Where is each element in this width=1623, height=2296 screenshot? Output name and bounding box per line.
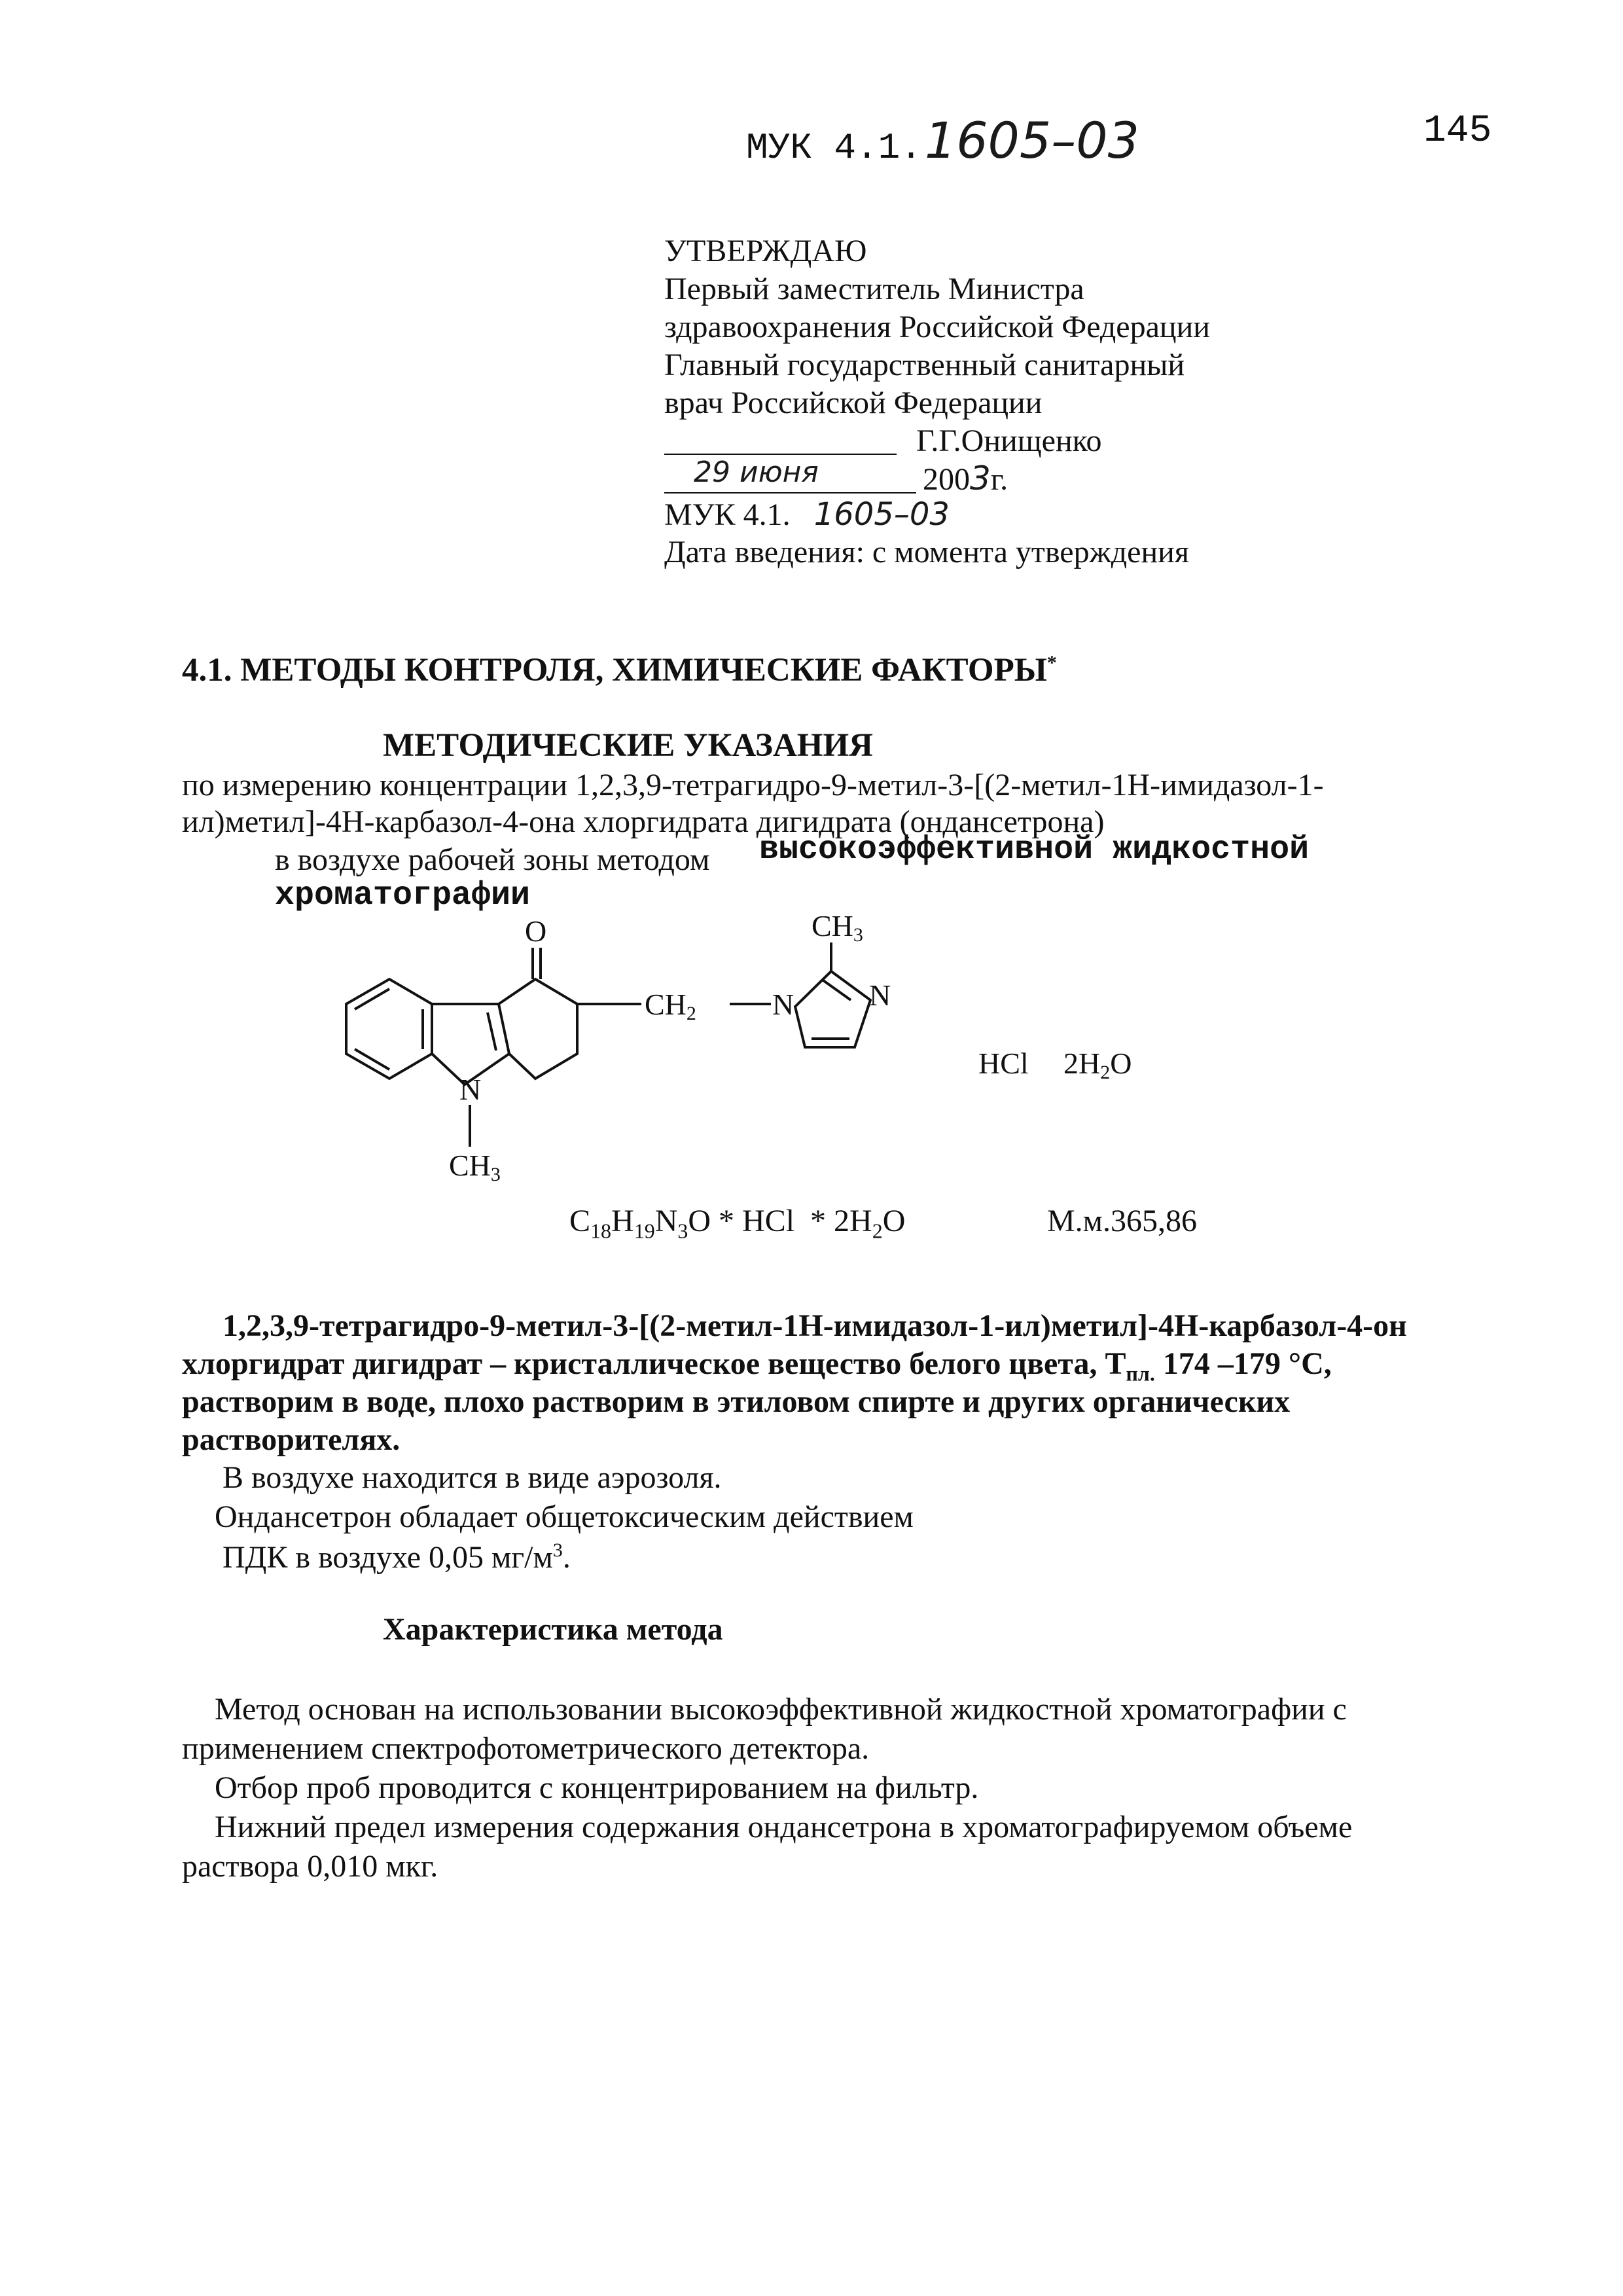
formula-o: O	[688, 1204, 711, 1238]
page-number: 145	[1423, 110, 1492, 152]
signature-line	[664, 454, 897, 455]
method-heading: Характеристика метода	[383, 1612, 723, 1647]
method-p2: Отбор проб проводится с концентрированием на фильтр.	[215, 1770, 979, 1805]
description-line-4: растворителях.	[182, 1422, 401, 1457]
method-p1-line-1: Метод основан на использовании высокоэффективной жидкостной хроматографии с	[215, 1692, 1347, 1727]
section-heading	[182, 651, 1057, 689]
ch2-label: CH2	[645, 988, 696, 1024]
benzene-ring	[346, 979, 432, 1079]
approval-line-1: Первый заместитель Министра	[664, 272, 1084, 306]
approval-muk	[664, 496, 950, 533]
formula-h: H	[611, 1204, 634, 1238]
carbazole-n-label: N	[459, 1073, 482, 1106]
method-p3-line-1: Нижний предел измерения содержания ондансетрона в хроматографируемом объеме	[215, 1810, 1353, 1844]
guidelines-line-3: в воздухе рабочей зоны методом	[275, 842, 710, 877]
formula-h-sub: 19	[633, 1219, 655, 1243]
approval-year-suffix: г.	[990, 462, 1008, 497]
method-p1-line-2: применением спектрофотометрического детектора.	[182, 1731, 870, 1766]
ch3-bottom-label: CH3	[449, 1149, 501, 1185]
description-line-2	[182, 1346, 1332, 1386]
description-line-1: 1,2,3,9-тетрагидро-9-метил-3-[(2-метил-1Н-имидазол-1-ил)метил]-4Н-карбазол-4-он	[223, 1308, 1407, 1343]
hcl-label: HCl	[978, 1047, 1029, 1080]
approval-muk-handwritten: 1605–03	[813, 496, 950, 533]
description-line-5: В воздухе находится в виде аэрозоля.	[223, 1460, 722, 1495]
molecular-formula	[569, 1203, 905, 1244]
imidazole-ring	[795, 971, 870, 1047]
signatory-name: Г.Г.Онищенко	[916, 423, 1102, 458]
approval-year	[923, 459, 1008, 497]
approval-date-handwritten: 29 июня	[694, 456, 819, 489]
formula-n-sub: 3	[677, 1219, 688, 1243]
oxygen-label: O	[525, 916, 547, 948]
approval-year-printed: 200	[923, 462, 970, 497]
approval-muk-label: МУК 4.1.	[664, 497, 791, 532]
formula-n: N	[654, 1204, 678, 1238]
pdk-period: .	[562, 1540, 571, 1575]
melting-point-sub: пл.	[1126, 1361, 1155, 1386]
document-code-prefix: МУК 4.1.	[746, 127, 922, 169]
guidelines-typed-line-4: хроматографии	[275, 877, 531, 914]
formula-rest-sub: 2	[872, 1219, 883, 1243]
melting-point-value: 174 –179 °С,	[1154, 1346, 1332, 1381]
section-heading-text: 4.1. МЕТОДЫ КОНТРОЛЯ, ХИМИЧЕСКИЕ ФАКТОРЫ	[182, 652, 1047, 689]
description-line-6: Ондансетрон обладает общетоксическим действием	[215, 1499, 914, 1534]
description-line-2-text: хлоргидрат дигидрат – кристаллическое вещество белого цвета, Т	[182, 1346, 1126, 1381]
description-line-3: растворим в воде, плохо растворим в этиловом спирте и других органических	[182, 1384, 1291, 1419]
method-p3-line-2: раствора 0,010 мкг.	[182, 1849, 438, 1884]
water-label: 2H2O	[1063, 1047, 1132, 1083]
guidelines-line-1: по измерению концентрации 1,2,3,9-тетрагидро-9-метил-3-[(2-метил-1Н-имидазол-1-	[182, 768, 1324, 802]
chemical-structure	[288, 916, 1191, 1224]
guidelines-line-2: ил)метил]-4Н-карбазол-4-она хлоргидрата дигидрата (ондансетрона)	[182, 804, 1105, 839]
guidelines-typed-line-3: высокоэффективной жидкостной	[759, 831, 1310, 869]
pdk-text: ПДК в воздухе 0,05 мг/м	[223, 1540, 553, 1575]
footnote-mark: *	[1046, 652, 1057, 673]
approval-year-handwritten: 3	[970, 459, 991, 497]
date-line	[664, 492, 916, 493]
pdk-sup: 3	[552, 1539, 563, 1561]
formula-c-sub: 18	[590, 1219, 612, 1243]
document-code	[746, 111, 1139, 170]
imidazole-n-right: N	[869, 978, 891, 1012]
guidelines-title: МЕТОДИЧЕСКИЕ УКАЗАНИЯ	[383, 727, 873, 764]
approval-line-4: врач Российской Федерации	[664, 386, 1043, 420]
effective-date: Дата введения: с момента утверждения	[664, 535, 1189, 569]
molar-mass: М.м.365,86	[1047, 1204, 1198, 1238]
imidazole-n-left: N	[772, 988, 794, 1021]
ch3-top-label: CH3	[812, 916, 863, 946]
description-line-7	[223, 1539, 571, 1575]
document-code-handwritten: 1605–03	[924, 111, 1139, 170]
approval-line-2: здравоохранения Российской Федерации	[664, 310, 1210, 344]
formula-c: C	[569, 1204, 591, 1238]
approval-title: УТВЕРЖДАЮ	[664, 234, 867, 268]
formula-rest: * HCl * 2H	[711, 1204, 872, 1238]
approval-line-3: Главный государственный санитарный	[664, 348, 1185, 382]
formula-rest-o: O	[882, 1204, 906, 1238]
cyclohexanone-ring	[499, 979, 577, 1079]
